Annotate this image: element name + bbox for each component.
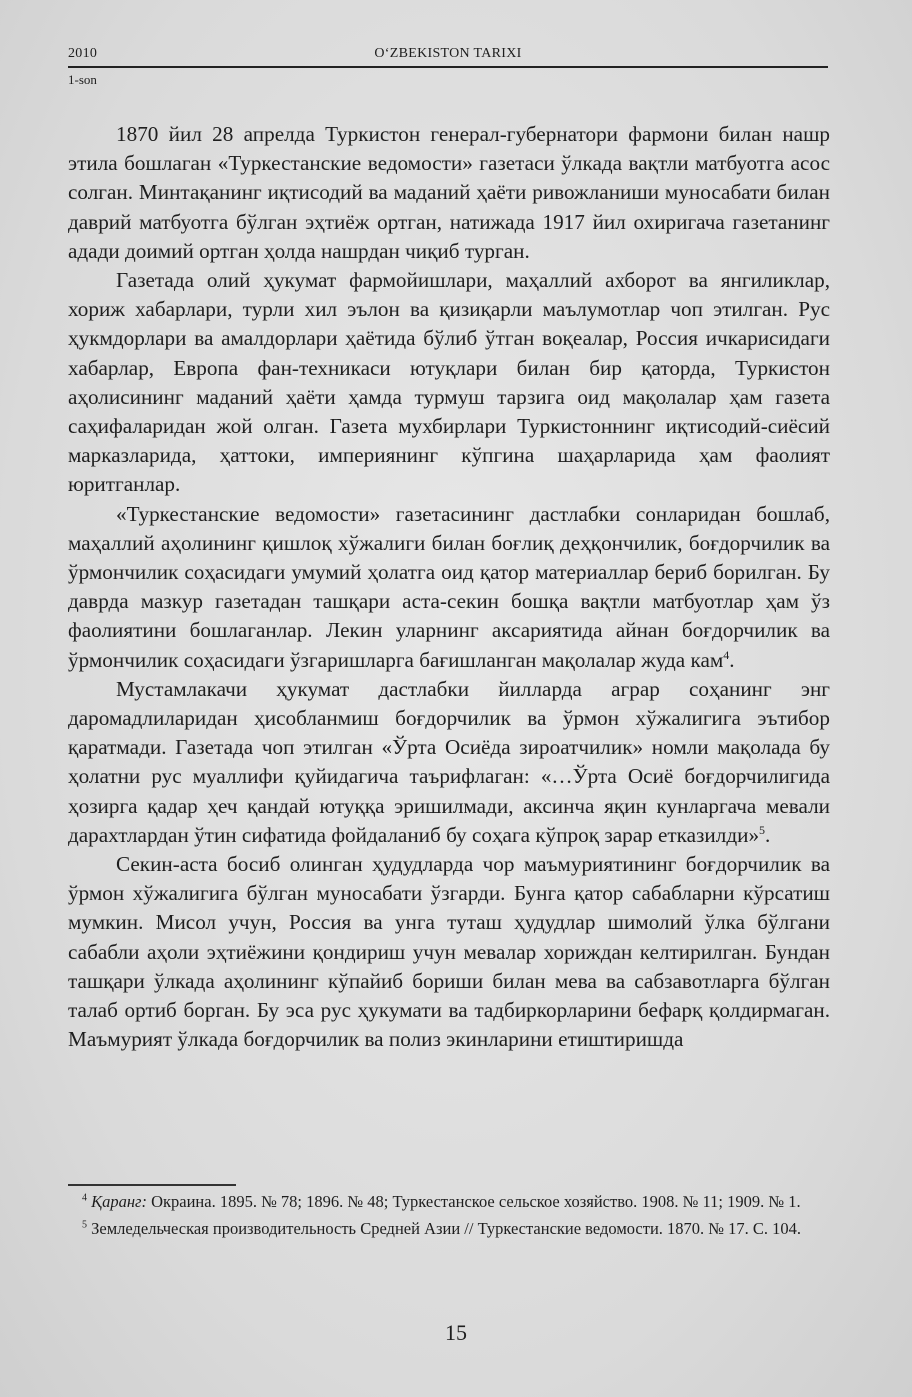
paragraph-4 (68, 675, 830, 850)
body-text (68, 120, 830, 1055)
footnote-4-text: Окраина. 1895. № 78; 1896. № 48; Туркестанское сельское хозяйство. 1908. № 11; 1909. № 1. (146, 1192, 801, 1211)
footnote-4 (68, 1190, 830, 1215)
header-journal-title: O‘ZBEKISTON TARIXI (374, 46, 522, 61)
footnote-rule (68, 1184, 236, 1186)
paragraph-2: Газетада олий ҳукумат фармойишлари, маҳаллий ахборот ва янгиликлар, хориж хабарлари, турли хил эълон ва қизиқарли маълумотлар чоп этилган. Рус ҳукмдорлари ва амалдорлари ҳаётида бўлиб ўтган воқеалар, Россия ичкарисидаги хабарлар, Европа фан-техникаси ютуқлари билан бир қаторда, Туркистон аҳолисининг маданий ҳаёти ҳамда турмуш тарзига оид мақолалар ҳам газета саҳифаларидан жой олган. Газета мухбирлари Туркистоннинг иқтисодий-сиёсий марказларида, ҳаттоки, империянинг кўпгина шаҳарларида ҳам фаолият юритганлар. (68, 268, 830, 497)
page-number: 15 (445, 1320, 467, 1345)
footnote-4-number: 4 (82, 1192, 87, 1204)
header-year: 2010 (68, 46, 98, 61)
header-rule (68, 66, 828, 68)
footnote-ref-4: 4 (723, 647, 730, 662)
paragraph-5: Секин-аста босиб олинган ҳудудларда чор маъмуриятининг боғдорчилик ва ўрмон хўжалигига бўлган муносабати ўзгарди. Бунга қатор сабабларни кўрсатиш мумкин. Мисол учун, Россия ва унга туташ ҳудудлар шимолий ўлка бўлгани сабабли аҳоли эҳтиёжини қондириш учун мевалар хориждан келтирилган. Бундан ташқари ўлкада аҳолининг кўпайиб бориши билан мева ва сабзавотларга бўлган талаб ортиб борган. Бу эса рус ҳукумати ва тадбиркорларини бефарқ қолдирмаган. Маъмурият ўлкада боғдорчилик ва полиз экинларини етиштиришда (68, 852, 830, 1052)
footnote-5 (68, 1217, 830, 1242)
header-issue: 1-son (68, 72, 97, 87)
footnote-4-label: Қаранг: (91, 1192, 147, 1211)
paragraph-3-end: . (729, 647, 735, 672)
paragraph-1: 1870 йил 28 апрелда Туркистон генерал-губернатори фармони билан нашр этила бошлаган «Туркестанские ведомости» газетаси ўлкада вақтли матбуотга асос солган. Минтақанинг иқтисодий ва маданий ҳаёти ривожланиши муносабати билан даврий матбуотга бўлган эҳтиёж ортган, натижада 1917 йил охиригача газетанинг адади доимий ортган ҳолда нашрдан чиқиб турган. (68, 122, 830, 263)
paragraph-3-text: «Туркестанские ведомости» газетасининг дастлабки сонларидан бошлаб, маҳаллий аҳолининг қишлоқ хўжалиги билан боғлиқ деҳқончилик, боғдорчилик ва ўрмончилик соҳасидаги умумий ҳолатга оид қатор материаллар бериб борилган. Бу даврда мазкур газетадан ташқари аста-секин бошқа вақтли матбуотлар ҳам ўз фаолиятини бошлаганлар. Лекин уларнинг аксариятида айнан боғдорчилик ва ўрмончилик соҳасидаги ўзгаришларга бағишланган мақолалар жуда кам (68, 501, 830, 672)
paragraph-3 (68, 500, 830, 675)
paragraph-4-end: . (765, 822, 771, 847)
footnotes (68, 1190, 830, 1243)
footnote-5-number: 5 (82, 1219, 87, 1230)
running-header (68, 46, 828, 66)
footnote-5-text: Земледельческая производительность Средней Азии // Туркестанские ведомости. 1870. № 17. С. 104. (87, 1218, 802, 1238)
paragraph-4-text: Мустамлакачи ҳукумат дастлабки йилларда аграр соҳанинг энг даромадлиларидан ҳисобланмиш боғдорчилик ва ўрмон хўжалигига эътибор қаратмади. Газетада чоп этилган «Ўрта Осиёда зироатчилик» номли мақолада бу ҳолатни рус муаллифи қуйидагича таърифлаган: «…Ўрта Осиё боғдорчилигида ҳозирга қадар ҳеч қандай ютуққа эришилмади, аксинча яқин кунларгача мевали дарахтлардан ўтин сифатида фойдаланиб бу соҳага кўпроқ зарар етказилди» (68, 676, 830, 847)
footnote-ref-5: 5 (759, 822, 766, 837)
